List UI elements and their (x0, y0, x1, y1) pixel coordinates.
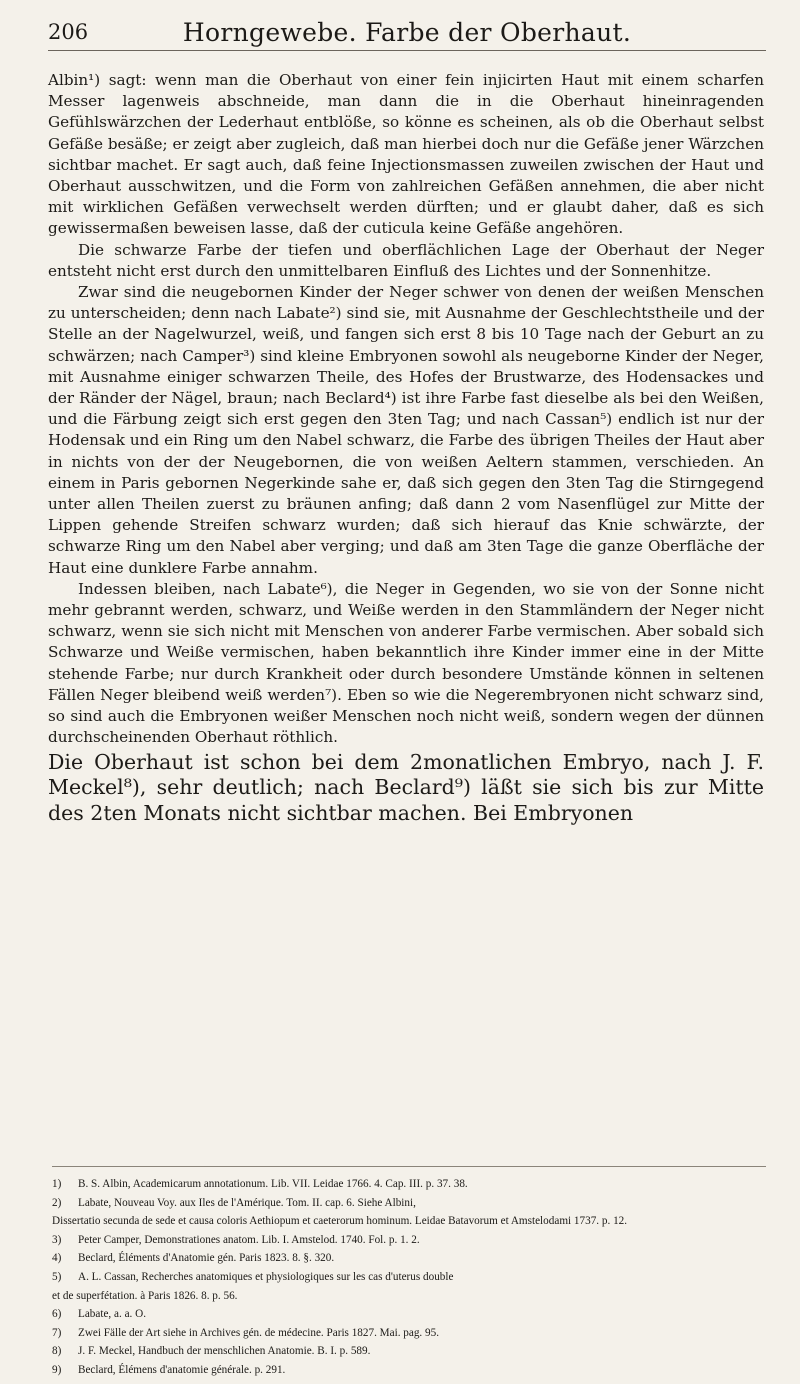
footnote-continuation: et de superfétation. à Paris 1826. 8. p. 56. (52, 1289, 238, 1302)
footnote (52, 1361, 766, 1380)
footnotes (52, 1166, 766, 1380)
footnote (52, 1324, 766, 1343)
footnote-text: Labate, Nouveau Voy. aux Iles de l'Amérique. Tom. II. cap. 6. Siehe Albini, (78, 1196, 416, 1209)
paragraph: Zwar sind die neugebornen Kinder der Neger schwer von denen der weißen Menschen zu unterscheiden; denn nach Labate²) sind sie, mit Ausnahme der Geschlechtstheile und der Stelle an der Nagelwurzel, weiß, und fangen sich erst 8 bis 10 Tage nach der Geburt an zu schwärzen; nach Camper³) sind kleine Embryonen sowohl als neugeborne Kinder der Neger, mit Ausnahme einiger schwarzen Theile, des Hofes der Brustwarze, des Hodensackes und der Ränder der Nägel, braun; nach Beclard⁴) ist ihre Farbe fast dieselbe als bei den Weißen, und die Färbung zeigt sich erst gegen den 3ten Tag; und nach Cassan⁵) endlich ist nur der Hodensak und ein Ring um den Nabel schwarz, die Farbe des übrigen Theiles der Haut aber in nichts von der der Neugebornen, die von weißen Aeltern stammen, verschieden. An einem in Paris gebornen Negerkinde sahe er, daß sich gegen den 3ten Tag die Stirngegend unter allen Theilen zuerst zu bräunen anfing; daß dann 2 vom Nasenflügel zur Mitte der Lippen gehende Streifen schwarz wurden; daß sich hierauf das Knie schwärzte, der schwarze Ring um den Nabel aber verging; und daß am 3ten Tage die ganze Oberfläche der Haut eine dunklere Farbe annahm. (48, 283, 764, 577)
footnote (52, 1231, 766, 1250)
footnote-text: Zwei Fälle der Art siehe in Archives gén. de médecine. Paris 1827. Mai. pag. 95. (78, 1326, 440, 1339)
footnote-number: 6) (52, 1308, 62, 1321)
footnote-number: 2) (52, 1196, 62, 1209)
footnote-text: Labate, a. a. O. (78, 1308, 147, 1321)
paragraph: Albin¹) sagt: wenn man die Oberhaut von einer fein injicirten Haut mit einem scharfen Messer lagenweis abschneide, man dann die in die Oberhaut hineinragenden Gefühlswärzchen der Lederhaut entblöße, so könne es scheinen, als ob die Oberhaut selbst Gefäße besäße; er zeigt aber zugleich, daß man hierbei doch nur die Gefäße jener Wärzchen sichtbar machet. Er sagt auch, daß feine Injectionsmassen zuweilen zwischen der Haut und Oberhaut ausschwitzen, und die Form von zahlreichen Gefäßen annehmen, die aber nicht mit wirklichen Gefäßen verwechselt werden dürften; und er glaubt daher, daß es sich gewissermaßen beweisen lasse, daß der cuticula keine Gefäße angehören. (48, 71, 764, 238)
footnote (52, 1194, 766, 1213)
footnote (52, 1305, 766, 1324)
footnote (52, 1268, 766, 1287)
footnote-text: Beclard, Élémens d'anatomie générale. p. 291. (78, 1363, 286, 1376)
footnote-number: 9) (52, 1363, 62, 1376)
footnote-text: J. F. Meckel, Handbuch der menschlichen Anatomie. B. I. p. 589. (78, 1345, 371, 1358)
footnote-text: A. L. Cassan, Recherches anatomiques et physiologiques sur les cas d'uterus double (78, 1270, 454, 1283)
page-header (48, 16, 766, 51)
paragraph: Indessen bleiben, nach Labate⁶), die Neger in Gegenden, wo sie von der Sonne nicht mehr gebrannt werden, schwarz, und Weiße werden in den Stammländern der Neger nicht schwarz, wenn sie sich nicht mit Menschen von anderer Farbe vermischen. Aber sobald sich Schwarze und Weiße vermischen, haben bekanntlich ihre Kinder immer eine in der Mitte stehende Farbe; nur durch Krankheit oder durch besondere Umstände können in seltenen Fällen Neger bleibend weiß werden⁷). Eben so wie die Negerembryonen nicht schwarz sind, so sind auch die Embryonen weißer Menschen noch nicht weiß, sondern wegen der dünnen durchscheinenden Oberhaut röthlich. (48, 579, 764, 747)
footnote-text: B. S. Albin, Academicarum annotationum. Lib. VII. Leidae 1766. 4. Cap. III. p. 37. 38. (78, 1178, 468, 1190)
footnote-continuation: Dissertatio secunda de sede et causa coloris Aethiopum et caeterorum hominum. Leidae Batavorum et Amstelodami 1737. p. 12. (52, 1215, 628, 1228)
footnote-number: 3) (52, 1233, 62, 1246)
footnote-text: Peter Camper, Demonstrationes anatom. Lib. I. Amstelod. 1740. Fol. p. 1. 2. (78, 1233, 420, 1246)
emphasis-paragraph: Die Oberhaut ist schon bei dem 2monatlichen Embryo, nach J. F. Meckel⁸), sehr deutlich; nach Beclard⁹) läßt sie sich bis zur Mitte des 2ten Monats nicht sichtbar machen. Bei Embryonen (48, 749, 764, 825)
running-title: Horngewebe. Farbe der Oberhaut. (182, 18, 632, 47)
footnote (52, 1342, 766, 1361)
main-text (48, 70, 764, 826)
footnote-number: 7) (52, 1326, 62, 1339)
footnote-number: 4) (52, 1252, 62, 1265)
paragraph: Die schwarze Farbe der tiefen und oberflächlichen Lage der Oberhaut der Neger entsteht nicht erst durch den unmittelbaren Einfluß des Lichtes und der Sonnenhitze. (48, 240, 764, 280)
footnote-number: 5) (52, 1270, 62, 1283)
page-number: 206 (48, 20, 89, 44)
footnote-number: 8) (52, 1345, 62, 1358)
footnote (52, 1249, 766, 1268)
footnote (52, 1175, 766, 1194)
footnote-number: 1) (52, 1178, 62, 1190)
footnote-text: Beclard, Éléments d'Anatomie gén. Paris 1823. 8. §. 320. (78, 1252, 335, 1265)
